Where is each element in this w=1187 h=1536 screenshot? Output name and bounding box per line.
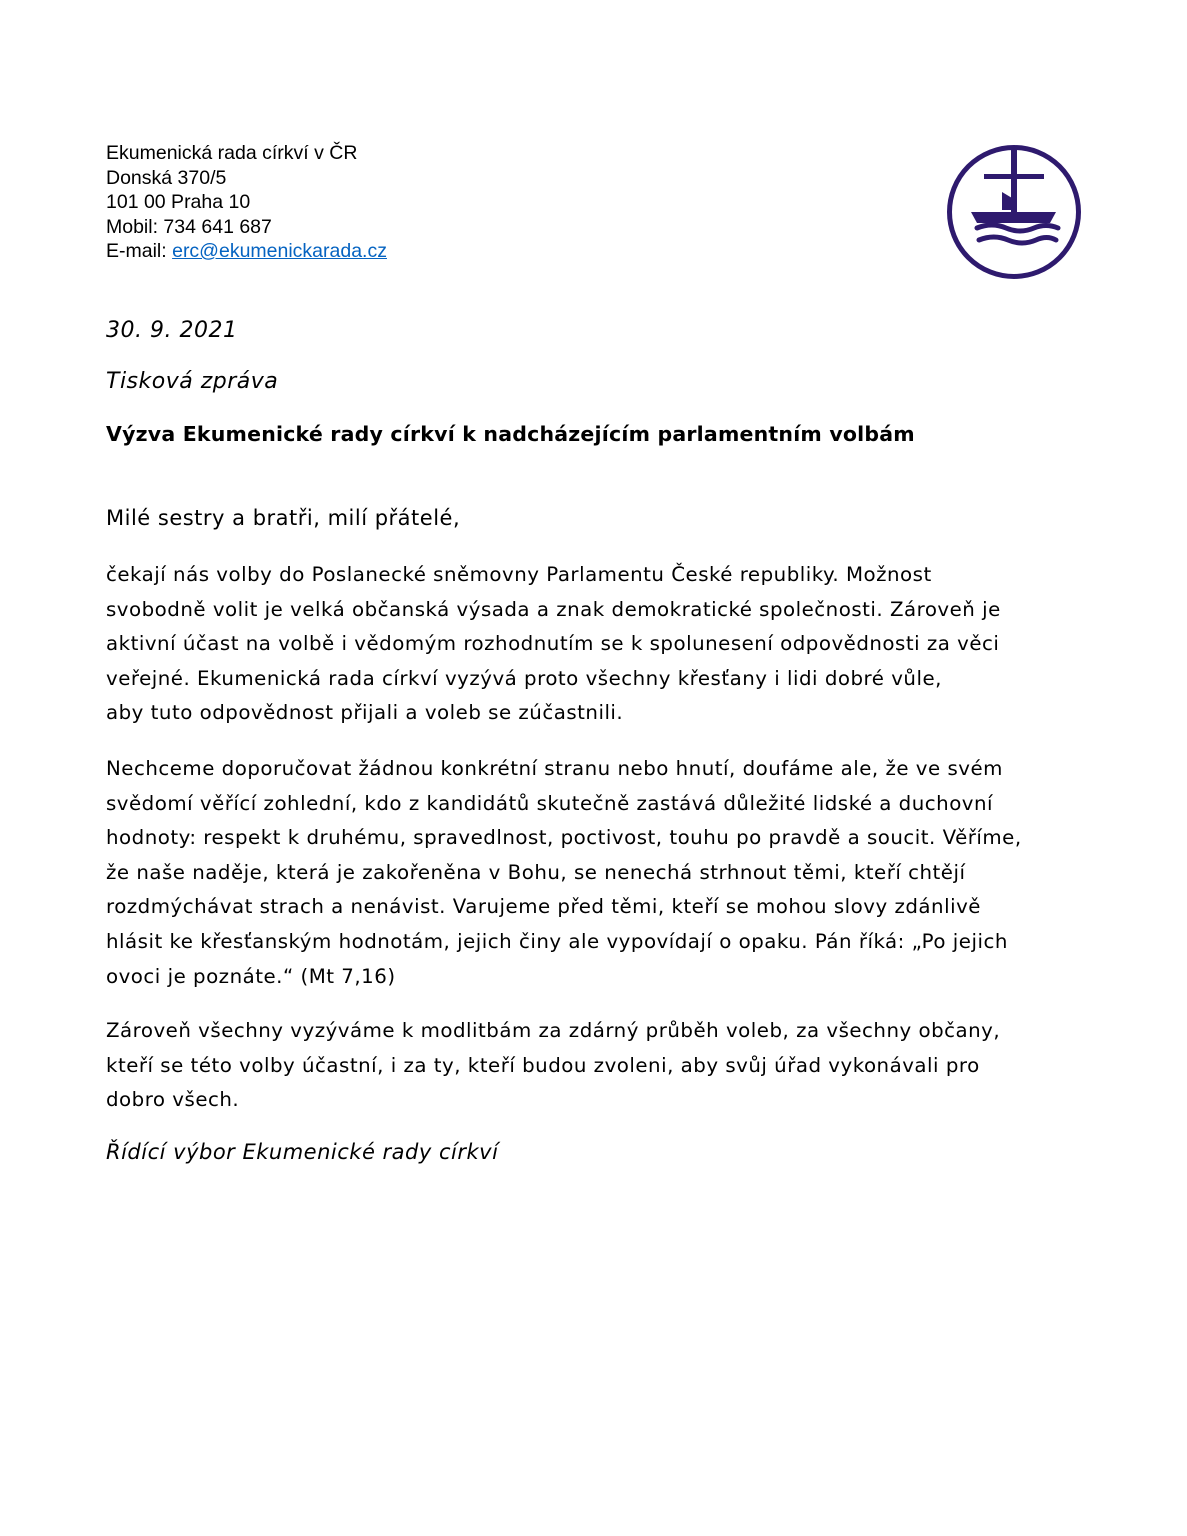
paragraph-line: aktivní účast na volbě i vědomým rozhodnutím se k spolunesení odpovědnosti za věci xyxy=(106,632,1000,656)
paragraph-3 xyxy=(106,1014,1096,1118)
signature: Řídící výbor Ekumenické rady církví xyxy=(106,1140,499,1164)
document-type: Tisková zpráva xyxy=(106,369,279,394)
email-link[interactable]: erc@ekumenickarada.cz xyxy=(172,240,387,262)
paragraph-line: svědomí věřící zohlední, kdo z kandidátů skutečně zastává důležité lidské a duchovní xyxy=(106,791,994,815)
street-address: Donská 370/5 xyxy=(106,166,227,189)
document-title: Výzva Ekumenické rady církví k nadcházejícím parlamentním volbám xyxy=(106,422,915,446)
city-address: 101 00 Praha 10 xyxy=(106,191,251,213)
paragraph-line: čekají nás volby do Poslanecké sněmovny Parlamentu České republiky. Možnost xyxy=(106,563,932,586)
phone-number: Mobil: 734 641 687 xyxy=(106,215,272,238)
letterhead xyxy=(106,141,387,264)
paragraph-line: svobodně volit je velká občanská výsada a znak demokratické společnosti. Zároveň je xyxy=(106,597,1001,621)
paragraph-line: Zároveň všechny vyzýváme k modlitbám za zdárný průběh voleb, za všechny občany, xyxy=(106,1019,1001,1042)
paragraph-line: veřejné. Ekumenická rada církví vyzývá proto všechny křesťany i lidi dobré vůle, xyxy=(106,666,942,690)
email-line xyxy=(106,239,387,264)
paragraph-line: kteří se této volby účastní, i za ty, kteří budou zvoleni, aby svůj úřad vykonávali pro xyxy=(106,1053,980,1077)
paragraph-line: že naše naděje, která je zakořeněna v Bohu, se nenechá strhnout těmi, kteří chtějí xyxy=(106,860,966,884)
document-date: 30. 9. 2021 xyxy=(106,318,238,343)
paragraph-2 xyxy=(106,752,1096,994)
paragraph-line: Nechceme doporučovat žádnou konkrétní stranu nebo hnutí, doufáme ale, že ve svém xyxy=(106,757,1003,780)
cross-boat-logo-icon xyxy=(946,144,1082,280)
email-label: E-mail: xyxy=(106,240,173,262)
paragraph-line: aby tuto odpovědnost přijali a voleb se zúčastnili. xyxy=(106,701,624,725)
paragraph-line: dobro všech. xyxy=(106,1088,240,1112)
paragraph-line: hlásit ke křesťanským hodnotám, jejich činy ale vypovídají o opaku. Pán říká: „Po jejich xyxy=(106,929,1008,953)
paragraph-line: ovoci je poznáte.“ (Mt 7,16) xyxy=(106,964,396,988)
organization-name: Ekumenická rada církví v ČR xyxy=(106,142,358,164)
paragraph-1 xyxy=(106,558,1096,731)
greeting: Milé sestry a bratři, milí přátelé, xyxy=(106,506,461,530)
paragraph-line: rozdmýchávat strach a nenávist. Varujeme před těmi, kteří se mohou slovy zdánlivě xyxy=(106,895,981,919)
paragraph-line: hodnoty: respekt k druhému, spravedlnost, poctivost, touhu po pravdě a soucit. Věříme, xyxy=(106,826,1022,850)
